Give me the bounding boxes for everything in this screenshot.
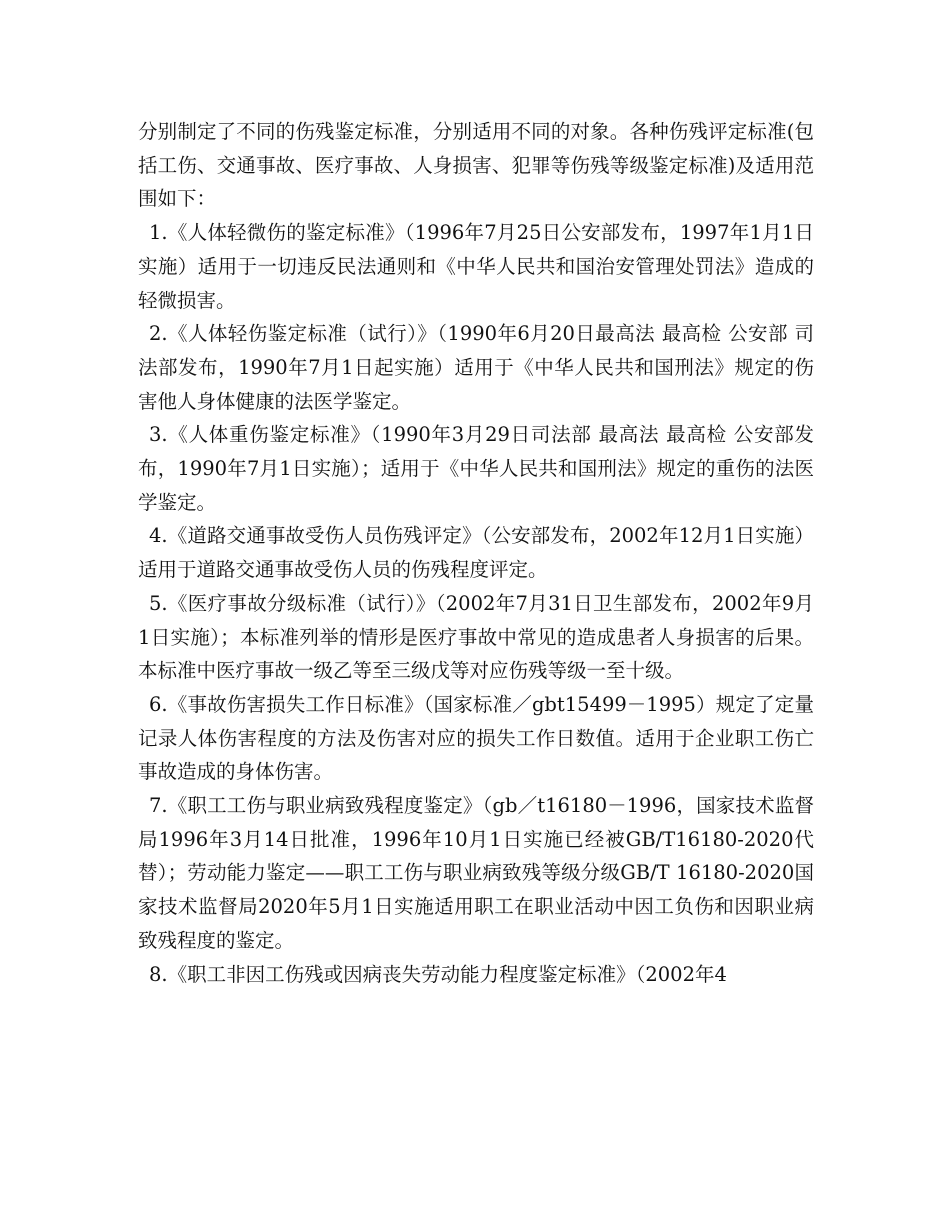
list-item: 8.《职工非因工伤残或因病丧失劳动能力程度鉴定标准》（2002年4 bbox=[149, 962, 727, 986]
list-item: 5.《医疗事故分级标准（试行）》（2002年7月31日卫生部发布，2002年9月1日实施）；本标准列举的情形是医疗事故中常见的造成患者人身损害的后果。本标准中医疗事故一级乙等至三级戊等对应伤残等级一至十级。 bbox=[138, 591, 814, 683]
intro-paragraph: 分别制定了不同的伤残鉴定标准，分别适用不同的对象。各种伤残评定标准(包括工伤、交通事故、医疗事故、人身损害、犯罪等伤残等级鉴定标准)及适用范围如下： bbox=[138, 120, 814, 211]
list-item: 2.《人体轻伤鉴定标准（试行）》（1990年6月20日最高法 最高检 公安部 司法部发布，1990年7月1日起实施）适用于《中华人民共和国刑法》规定的伤害他人身体健康的法医学鉴定。 bbox=[138, 322, 814, 413]
list-item: 1.《人体轻微伤的鉴定标准》（1996年7月25日公安部发布，1997年1月1日实施）适用于一切违反民法通则和《中华人民共和国治安管理处罚法》造成的轻微损害。 bbox=[138, 221, 814, 312]
list-item: 6.《事故伤害损失工作日标准》（国家标准／gbt15499－1995）规定了定量记录人体伤害程度的方法及伤害对应的损失工作日数值。适用于企业职工伤亡事故造成的身体伤害。 bbox=[138, 692, 814, 784]
list-item: 3.《人体重伤鉴定标准》（1990年3月29日司法部 最高法 最高检 公安部发布，1990年7月1日实施）；适用于《中华人民共和国刑法》规定的重伤的法医学鉴定。 bbox=[138, 423, 814, 514]
list-item: 4.《道路交通事故受伤人员伤残评定》（公安部发布，2002年12月1日实施）适用于道路交通事故受伤人员的伤残程度评定。 bbox=[138, 524, 814, 582]
list-item: 7.《职工工伤与职业病致残程度鉴定》（gb／t16180－1996，国家技术监督局1996年3月14日批准，1996年10月1日实施已经被GB/T16180-2020代替）；劳动能力鉴定——职工工伤与职业病致残等级分级GB/T 16180-2020国家技术监督局2020年5月1日实施适用职工在职业活动中因工负伤和因职业病致残程度的鉴定。 bbox=[138, 794, 814, 952]
document-body bbox=[138, 115, 814, 991]
